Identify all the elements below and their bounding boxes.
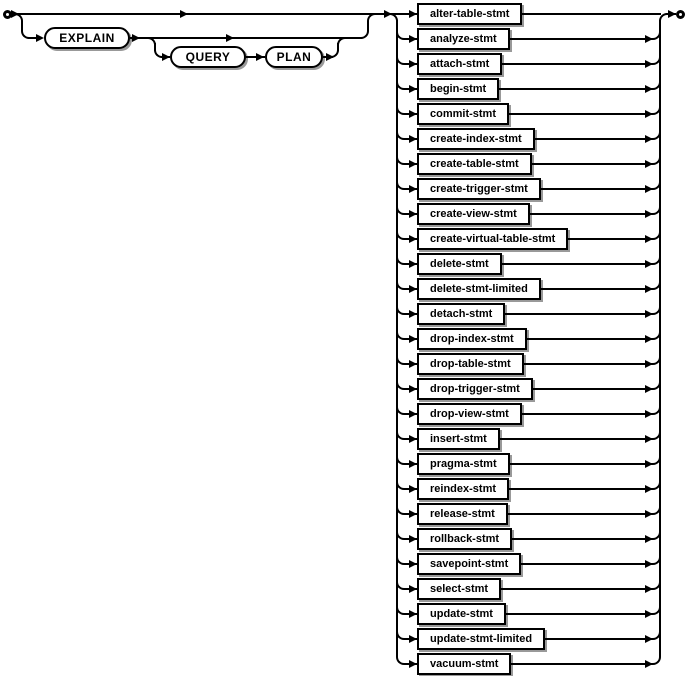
statement-box[interactable] [417,253,502,275]
entry-line [404,613,417,615]
arrow-icon [409,410,417,418]
arrow-icon [409,460,417,468]
statement-label: savepoint-stmt [430,558,509,570]
statement-row [397,352,661,376]
exit-line [506,613,652,615]
exit-line [530,213,652,215]
arrow-icon [409,160,417,168]
arrow-icon [668,10,676,18]
arrow-icon [409,485,417,493]
statement-row [397,552,661,576]
exit-line [509,113,652,115]
exit-line [510,38,652,40]
statement-box[interactable] [417,303,505,325]
statement-box[interactable] [417,228,568,250]
statement-label: rollback-stmt [430,533,500,545]
entry-line [404,588,417,590]
entry-line [404,388,417,390]
statement-box[interactable] [417,528,512,550]
arrow-icon [409,310,417,318]
arrow-icon [409,185,417,193]
entry-line [404,88,417,90]
exit-line [499,88,652,90]
statement-row [397,277,661,301]
exit-line [505,313,652,315]
arrow-icon [256,53,264,61]
statement-row [397,402,661,426]
statement-label: detach-stmt [430,308,493,320]
statement-box[interactable] [417,53,502,75]
entry-line [404,238,417,240]
arrow-icon [409,285,417,293]
statement-label: delete-stmt [430,258,489,270]
entry-line [404,63,417,65]
arrow-icon [409,335,417,343]
statement-label: attach-stmt [430,58,490,70]
skip-line [148,37,362,39]
exit-line [510,463,652,465]
rail-elbow [367,13,375,27]
entry-line [404,188,417,190]
entry-line [404,38,417,40]
statement-row [397,227,661,251]
entry-line [404,338,417,340]
arrow-icon [409,610,417,618]
arrow-icon [409,660,417,668]
statement-label: create-virtual-table-stmt [430,233,556,245]
statement-box[interactable] [417,578,501,600]
statement-row [397,327,661,351]
entry-line [404,563,417,565]
exit-line [541,288,652,290]
exit-line [545,638,652,640]
exit-line [568,238,652,240]
statement-label: update-stmt-limited [430,633,533,645]
statement-row [397,502,661,526]
entry-line [404,538,417,540]
statement-box[interactable] [417,428,500,450]
arrow-icon [409,35,417,43]
exit-line [541,188,652,190]
explain-keyword-box [44,27,130,49]
statement-box[interactable] [417,78,499,100]
statement-row [397,152,661,176]
exit-line [527,338,652,340]
plan-keyword-label: PLAN [276,50,312,64]
statement-row [397,652,661,676]
exit-line [521,563,652,565]
entry-line [404,438,417,440]
arrow-icon [409,85,417,93]
statement-box[interactable] [417,278,541,300]
statement-row [397,377,661,401]
statement-box[interactable] [417,453,510,475]
exit-line [535,138,652,140]
statement-row [397,577,661,601]
statement-label: reindex-stmt [430,483,497,495]
statement-label: create-view-stmt [430,208,517,220]
statement-box[interactable] [417,178,541,200]
entry-line [404,413,417,415]
arrow-icon [409,535,417,543]
entry-line [404,663,417,665]
statement-box[interactable] [417,378,533,400]
statement-label: release-stmt [430,508,495,520]
statement-box[interactable] [417,3,522,25]
entry-line [404,213,417,215]
statement-box[interactable] [417,603,506,625]
statement-label: pragma-stmt [430,458,497,470]
exit-line [512,538,652,540]
query-keyword-box [170,46,246,68]
arrow-icon [409,635,417,643]
statement-label: create-trigger-stmt [430,183,528,195]
entry-line [404,363,417,365]
exit-line [502,63,652,65]
statement-box[interactable] [417,403,522,425]
arrow-icon [409,135,417,143]
statement-box[interactable] [417,653,511,675]
arrow-icon [409,235,417,243]
rail-elbow [337,37,345,51]
exit-line [522,413,652,415]
entry-line [404,488,417,490]
arrow-icon [226,34,234,42]
statement-row [397,77,661,101]
statement-box[interactable] [417,553,521,575]
exit-line [502,263,652,265]
statement-box[interactable] [417,203,530,225]
statement-row [397,202,661,226]
entry-line [397,13,417,15]
end-terminal-circle [676,10,685,19]
entry-line [404,288,417,290]
statement-label: insert-stmt [430,433,487,445]
statement-box[interactable] [417,103,509,125]
statement-label: drop-trigger-stmt [430,383,520,395]
arrow-icon [36,34,44,42]
arrow-icon [409,585,417,593]
statement-row [397,527,661,551]
entry-line [404,463,417,465]
exit-line [500,438,652,440]
exit-line [522,13,661,15]
main-line [10,13,397,15]
statement-box[interactable] [417,153,532,175]
statement-box[interactable] [417,353,524,375]
statement-label: update-stmt [430,608,493,620]
entry-line [404,513,417,515]
statement-row [397,102,661,126]
arrow-icon [409,260,417,268]
statement-row [397,2,661,26]
statement-row [397,177,661,201]
entry-line [404,138,417,140]
statement-label: select-stmt [430,583,489,595]
query-keyword-label: QUERY [185,50,231,64]
explain-keyword-label: EXPLAIN [59,31,115,45]
statement-box[interactable] [417,503,508,525]
statement-label: create-table-stmt [430,158,519,170]
statement-label: alter-table-stmt [430,8,510,20]
statement-row [397,27,661,51]
entry-line [404,113,417,115]
arrow-icon [409,360,417,368]
statement-row [397,302,661,326]
entry-line [404,263,417,265]
statement-box[interactable] [417,628,545,650]
exit-line [501,588,652,590]
exit-line [524,363,652,365]
statement-row [397,52,661,76]
arrow-icon [409,435,417,443]
exit-line [508,513,652,515]
exit-line [511,663,652,665]
arrow-icon [180,10,188,18]
statement-row [397,477,661,501]
arrow-icon [409,510,417,518]
arrow-icon [162,53,170,61]
statement-label: vacuum-stmt [430,658,499,670]
statement-label: drop-view-stmt [430,408,509,420]
statement-box[interactable] [417,128,535,150]
plan-keyword-box [265,46,323,68]
entry-line [404,313,417,315]
statement-box[interactable] [417,478,509,500]
statement-label: drop-table-stmt [430,358,511,370]
statement-label: begin-stmt [430,83,487,95]
arrow-icon [409,10,417,18]
arrow-icon [409,560,417,568]
arrow-icon [409,385,417,393]
statement-row [397,427,661,451]
statement-row [397,452,661,476]
statement-row [397,602,661,626]
statement-label: delete-stmt-limited [430,283,528,295]
statement-label: analyze-stmt [430,33,497,45]
statement-label: drop-index-stmt [430,333,514,345]
arrow-icon [409,110,417,118]
statement-label: commit-stmt [430,108,497,120]
exit-line [509,488,652,490]
statement-box[interactable] [417,328,527,350]
arrow-icon [409,60,417,68]
arrow-icon [409,210,417,218]
statement-row [397,127,661,151]
statement-row [397,627,661,651]
entry-line [404,163,417,165]
statement-row [397,252,661,276]
statement-box[interactable] [417,28,510,50]
exit-line [532,163,652,165]
entry-line [404,638,417,640]
arrow-icon [132,34,140,42]
statement-label: create-index-stmt [430,133,522,145]
exit-line [533,388,652,390]
